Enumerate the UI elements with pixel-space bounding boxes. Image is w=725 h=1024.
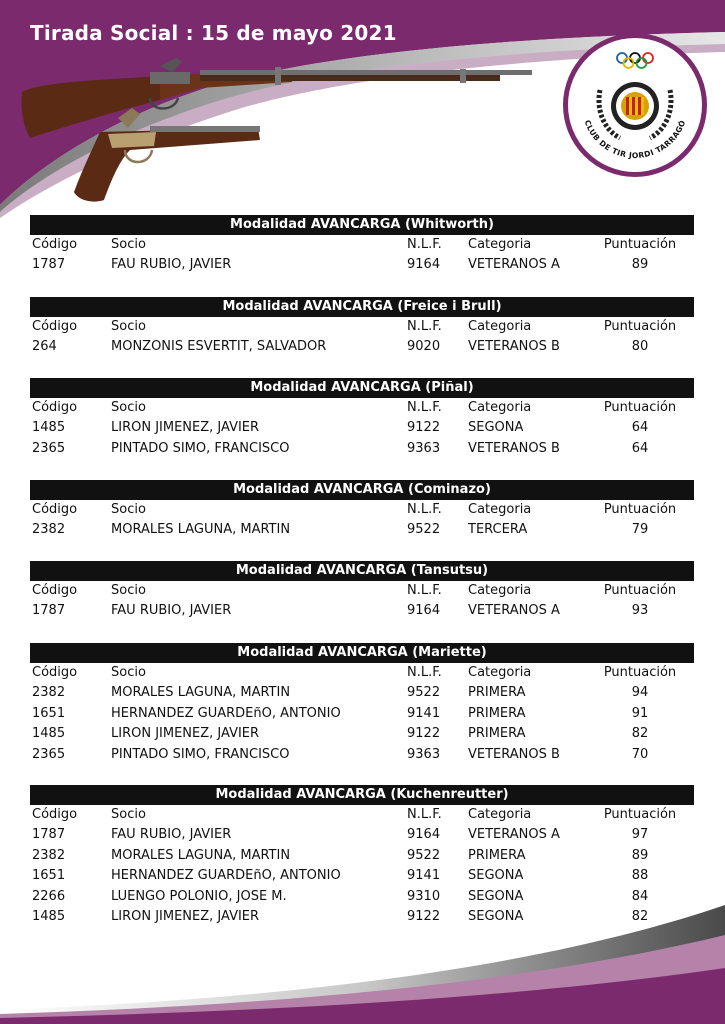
cell-categoria: VETERANOS A xyxy=(468,827,560,843)
cell-codigo: 1485 xyxy=(32,908,66,924)
cell-puntuacion: 89 xyxy=(631,847,649,863)
column-header-puntuacion: Puntuación xyxy=(603,502,677,517)
cell-socio: MONZONIS ESVERTIT, SALVADOR xyxy=(111,339,327,355)
cell-socio: MORALES LAGUNA, MARTIN xyxy=(111,847,291,863)
cell-puntuacion: 82 xyxy=(631,726,649,742)
table-header-row xyxy=(30,317,694,337)
cell-puntuacion: 94 xyxy=(631,685,649,701)
cell-socio: FAU RUBIO, JAVIER xyxy=(111,257,232,273)
table-row xyxy=(30,255,694,275)
cell-categoria: VETERANOS A xyxy=(468,257,560,273)
table-row xyxy=(30,866,694,886)
column-header-puntuacion: Puntuación xyxy=(603,400,677,415)
table-row xyxy=(30,683,694,703)
cell-puntuacion: 64 xyxy=(631,440,649,456)
column-header-nlf: N.L.F. xyxy=(407,665,442,680)
table-row xyxy=(30,846,694,866)
cell-categoria: SEGONA xyxy=(468,420,524,436)
column-header-socio: Socio xyxy=(111,583,146,598)
column-header-socio: Socio xyxy=(111,400,146,415)
cell-codigo: 2382 xyxy=(32,685,66,701)
column-header-codigo: Código xyxy=(32,237,78,252)
column-header-socio: Socio xyxy=(111,502,146,517)
cell-codigo: 2382 xyxy=(32,847,66,863)
cell-categoria: VETERANOS A xyxy=(468,603,560,619)
section-title: Modalidad AVANCARGA (Freice i Brull) xyxy=(30,297,694,317)
column-header-nlf: N.L.F. xyxy=(407,319,442,334)
cell-socio: LIRON JIMENEZ, JAVIER xyxy=(111,420,260,436)
cell-nlf: 9020 xyxy=(407,339,441,355)
column-header-puntuacion: Puntuación xyxy=(603,583,677,598)
results-section xyxy=(30,561,694,622)
table-header-row xyxy=(30,235,694,255)
cell-puntuacion: 93 xyxy=(631,603,649,619)
cell-socio: MORALES LAGUNA, MARTIN xyxy=(111,685,291,701)
cell-nlf: 9522 xyxy=(407,522,441,538)
cell-categoria: PRIMERA xyxy=(468,726,526,742)
column-header-puntuacion: Puntuación xyxy=(603,807,677,822)
section-title: Modalidad AVANCARGA (Cominazo) xyxy=(30,480,694,500)
cell-socio: PINTADO SIMO, FRANCISCO xyxy=(111,746,290,762)
column-header-categoria: Categoria xyxy=(468,400,532,415)
table-row xyxy=(30,704,694,724)
column-header-codigo: Código xyxy=(32,665,78,680)
table-header-row xyxy=(30,500,694,520)
results-section xyxy=(30,215,694,276)
cell-nlf: 9141 xyxy=(407,868,441,884)
cell-socio: PINTADO SIMO, FRANCISCO xyxy=(111,440,290,456)
table-header-row xyxy=(30,581,694,601)
section-title: Modalidad AVANCARGA (Kuchenreutter) xyxy=(30,785,694,805)
results-section xyxy=(30,643,694,765)
cell-puntuacion: 82 xyxy=(631,908,649,924)
column-header-nlf: N.L.F. xyxy=(407,237,442,252)
cell-categoria: VETERANOS B xyxy=(468,440,560,456)
cell-puntuacion: 91 xyxy=(631,705,649,721)
section-title: Modalidad AVANCARGA (Tansutsu) xyxy=(30,561,694,581)
cell-nlf: 9164 xyxy=(407,257,441,273)
cell-nlf: 9141 xyxy=(407,705,441,721)
table-row xyxy=(30,418,694,438)
cell-codigo: 2365 xyxy=(32,746,66,762)
column-header-socio: Socio xyxy=(111,665,146,680)
antique-guns-icon xyxy=(0,50,560,220)
logo-text: CLUB DE TIR JORDI TARRAGÓ xyxy=(582,118,688,161)
column-header-categoria: Categoria xyxy=(468,237,532,252)
cell-puntuacion: 88 xyxy=(631,868,649,884)
results-section xyxy=(30,785,694,927)
cell-puntuacion: 70 xyxy=(631,746,649,762)
column-header-nlf: N.L.F. xyxy=(407,807,442,822)
cell-nlf: 9164 xyxy=(407,827,441,843)
table-header-row xyxy=(30,805,694,825)
cell-socio: FAU RUBIO, JAVIER xyxy=(111,827,232,843)
cell-socio: LIRON JIMENEZ, JAVIER xyxy=(111,726,260,742)
cell-nlf: 9310 xyxy=(407,888,441,904)
cell-categoria: PRIMERA xyxy=(468,685,526,701)
column-header-puntuacion: Puntuación xyxy=(603,665,677,680)
cell-nlf: 9122 xyxy=(407,420,441,436)
cell-codigo: 2365 xyxy=(32,440,66,456)
cell-codigo: 2266 xyxy=(32,888,66,904)
table-header-row xyxy=(30,663,694,683)
cell-nlf: 9363 xyxy=(407,746,441,762)
column-header-puntuacion: Puntuación xyxy=(603,237,677,252)
page-title: Tirada Social : 15 de mayo 2021 xyxy=(30,21,397,45)
cell-categoria: SEGONA xyxy=(468,908,524,924)
cell-categoria: VETERANOS B xyxy=(468,339,560,355)
column-header-codigo: Código xyxy=(32,319,78,334)
cell-nlf: 9164 xyxy=(407,603,441,619)
column-header-socio: Socio xyxy=(111,237,146,252)
column-header-categoria: Categoria xyxy=(468,807,532,822)
column-header-nlf: N.L.F. xyxy=(407,583,442,598)
column-header-codigo: Código xyxy=(32,807,78,822)
cell-codigo: 264 xyxy=(32,339,57,355)
table-row xyxy=(30,520,694,540)
cell-categoria: SEGONA xyxy=(468,868,524,884)
cell-categoria: SEGONA xyxy=(468,888,524,904)
results-section xyxy=(30,480,694,541)
cell-categoria: PRIMERA xyxy=(468,705,526,721)
cell-categoria: PRIMERA xyxy=(468,847,526,863)
table-row xyxy=(30,601,694,621)
results-section xyxy=(30,378,694,459)
table-header-row xyxy=(30,398,694,418)
cell-codigo: 1787 xyxy=(32,603,66,619)
cell-socio: LUENGO POLONIO, JOSE M. xyxy=(111,888,287,904)
cell-socio: LIRON JIMENEZ, JAVIER xyxy=(111,908,260,924)
table-row xyxy=(30,887,694,907)
cell-puntuacion: 84 xyxy=(631,888,649,904)
cell-codigo: 1787 xyxy=(32,257,66,273)
table-row xyxy=(30,825,694,845)
table-row xyxy=(30,907,694,927)
section-title: Modalidad AVANCARGA (Mariette) xyxy=(30,643,694,663)
column-header-nlf: N.L.F. xyxy=(407,502,442,517)
cell-puntuacion: 80 xyxy=(631,339,649,355)
cell-categoria: TERCERA xyxy=(468,522,528,538)
column-header-categoria: Categoria xyxy=(468,502,532,517)
column-header-socio: Socio xyxy=(111,807,146,822)
table-row xyxy=(30,439,694,459)
cell-codigo: 1651 xyxy=(32,868,66,884)
cell-codigo: 2382 xyxy=(32,522,66,538)
column-header-socio: Socio xyxy=(111,319,146,334)
cell-puntuacion: 89 xyxy=(631,257,649,273)
cell-puntuacion: 64 xyxy=(631,420,649,436)
column-header-puntuacion: Puntuación xyxy=(603,319,677,334)
cell-nlf: 9122 xyxy=(407,908,441,924)
cell-codigo: 1651 xyxy=(32,705,66,721)
results-section xyxy=(30,297,694,358)
table-row xyxy=(30,745,694,765)
cell-socio: FAU RUBIO, JAVIER xyxy=(111,603,232,619)
table-row xyxy=(30,724,694,744)
column-header-categoria: Categoria xyxy=(468,319,532,334)
cell-puntuacion: 97 xyxy=(631,827,649,843)
cell-nlf: 9522 xyxy=(407,847,441,863)
club-logo xyxy=(560,30,710,180)
cell-nlf: 9363 xyxy=(407,440,441,456)
cell-nlf: 9522 xyxy=(407,685,441,701)
cell-puntuacion: 79 xyxy=(631,522,649,538)
cell-codigo: 1787 xyxy=(32,827,66,843)
cell-socio: HERNANDEZ GUARDEñO, ANTONIO xyxy=(111,705,341,721)
cell-socio: MORALES LAGUNA, MARTIN xyxy=(111,522,291,538)
column-header-categoria: Categoria xyxy=(468,583,532,598)
table-row xyxy=(30,337,694,357)
cell-codigo: 1485 xyxy=(32,726,66,742)
column-header-codigo: Código xyxy=(32,583,78,598)
cell-nlf: 9122 xyxy=(407,726,441,742)
cell-codigo: 1485 xyxy=(32,420,66,436)
column-header-nlf: N.L.F. xyxy=(407,400,442,415)
section-title: Modalidad AVANCARGA (Whitworth) xyxy=(30,215,694,235)
cell-socio: HERNANDEZ GUARDEñO, ANTONIO xyxy=(111,868,341,884)
section-title: Modalidad AVANCARGA (Piñal) xyxy=(30,378,694,398)
column-header-codigo: Código xyxy=(32,400,78,415)
column-header-categoria: Categoria xyxy=(468,665,532,680)
cell-categoria: VETERANOS B xyxy=(468,746,560,762)
column-header-codigo: Código xyxy=(32,502,78,517)
